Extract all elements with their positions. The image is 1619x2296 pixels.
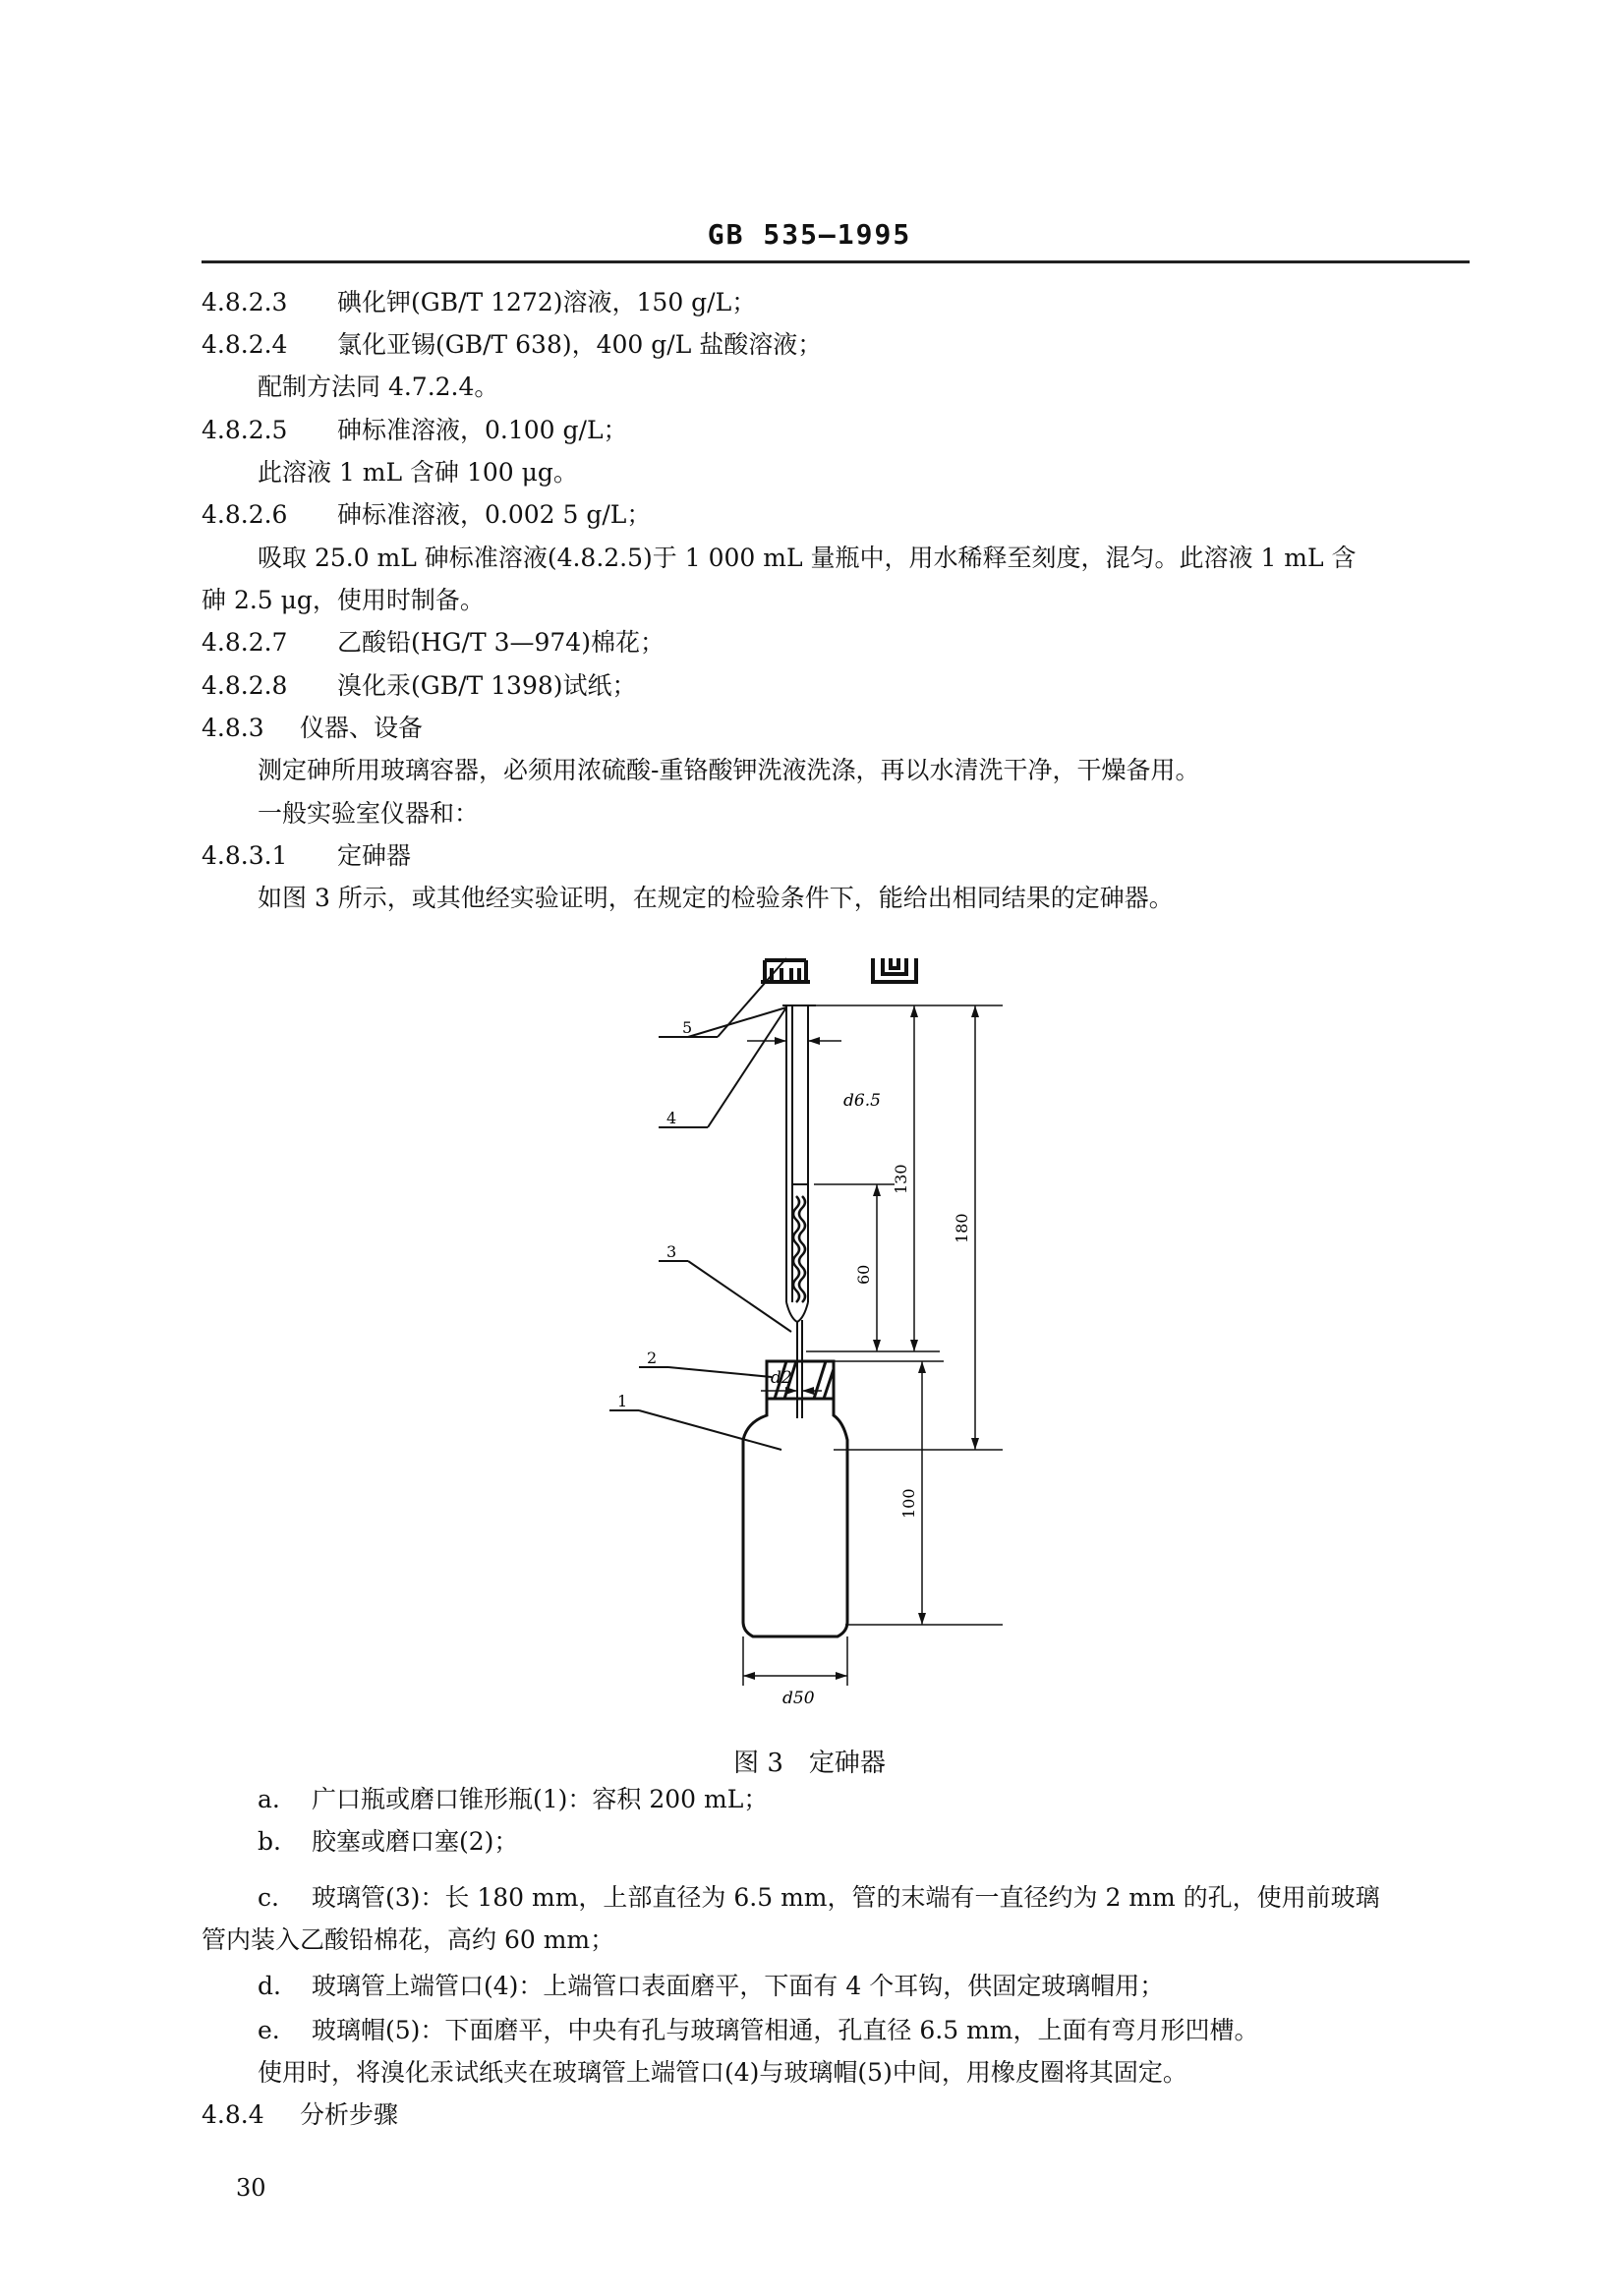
- list-item: [258, 1826, 518, 1858]
- clause-line: [202, 287, 756, 318]
- leader-line: [708, 1007, 786, 1127]
- clause-text: 氯化亚锡(GB/T 638)，400 g/L 盐酸溶液；: [337, 330, 823, 359]
- page-header: GB 535—1995: [707, 218, 912, 251]
- clause-text: 分析步骤: [300, 2100, 399, 2129]
- clause-line: [202, 670, 637, 702]
- part-label: 3: [666, 1242, 677, 1261]
- part-label: 1: [617, 1392, 628, 1410]
- leader-line: [688, 1261, 791, 1332]
- item-text: 广口瓶或磨口锥形瓶(1)：容积 200 mL；: [312, 1785, 769, 1813]
- item-letter: d.: [258, 1972, 281, 2000]
- clause-text: 定砷器: [337, 841, 412, 870]
- dimension-label: 130: [892, 1164, 910, 1194]
- dimension-label: d6.5: [843, 1091, 881, 1111]
- item-text: 玻璃帽(5)：下面磨平，中央有孔与玻璃管相通，孔直径 6.5 mm，上面有弯月形凹槽。: [312, 2016, 1259, 2044]
- leader-line: [639, 1410, 781, 1450]
- body-line: 配制方法同 4.7.2.4。: [258, 373, 499, 401]
- clause-line: [202, 329, 822, 361]
- clause-number: 4.8.2.3: [202, 288, 288, 316]
- clause-line: [202, 499, 651, 531]
- body-line: 管内装入乙酸铅棉花，高约 60 mm；: [202, 1925, 615, 1954]
- clause-text: 溴化汞(GB/T 1398)试纸；: [337, 671, 637, 700]
- body-line: 一般实验室仪器和：: [258, 799, 480, 828]
- item-text: 胶塞或磨口塞(2)；: [312, 1827, 519, 1856]
- clause-number: 4.8.2.6: [202, 500, 288, 529]
- clause-line: [202, 627, 665, 659]
- body-line: 使用时，将溴化汞试纸夹在玻璃管上端管口(4)与玻璃帽(5)中间，用橡皮圈将其固定。: [258, 2058, 1187, 2087]
- dimension-label: d2: [771, 1368, 792, 1388]
- item-letter: e.: [258, 2016, 280, 2044]
- list-item: [258, 1784, 768, 1815]
- dimension-label: d50: [782, 1689, 815, 1708]
- leader-line: [668, 1367, 772, 1377]
- dimension-label: 180: [953, 1213, 971, 1243]
- glass-tube: [782, 1005, 816, 1418]
- clause-text: 砷标准溶液，0.100 g/L；: [337, 416, 628, 444]
- clause-number: 4.8.3: [202, 714, 264, 742]
- part-label: 2: [647, 1349, 658, 1367]
- wide-mouth-bottle: [743, 1399, 847, 1636]
- body-line: 此溶液 1 mL 含砷 100 μg。: [258, 458, 578, 487]
- list-item: [258, 2015, 1258, 2046]
- body-line: 砷 2.5 μg，使用时制备。: [202, 586, 485, 614]
- list-item: [258, 1882, 1380, 1914]
- list-item: [258, 1971, 1164, 2002]
- clause-number: 4.8.3.1: [202, 841, 288, 870]
- item-text: 玻璃管上端管口(4)：上端管口表面磨平，下面有 4 个耳钩，供固定玻璃帽用；: [312, 1972, 1165, 2000]
- part-label: 5: [682, 1018, 693, 1037]
- body-line: 吸取 25.0 mL 砷标准溶液(4.8.2.5)于 1 000 mL 量瓶中，用水稀释至刻度，混匀。此溶液 1 mL 含: [258, 544, 1357, 572]
- clause-line: [202, 2099, 398, 2131]
- header-rule: [202, 260, 1470, 263]
- item-letter: a.: [258, 1785, 280, 1813]
- clause-number: 4.8.2.8: [202, 671, 288, 700]
- clause-line: [202, 840, 411, 872]
- dimension-label: 100: [899, 1488, 918, 1519]
- clause-line: [202, 713, 423, 744]
- body-line: 如图 3 所示，或其他经实验证明，在规定的检验条件下，能给出相同结果的定砷器。: [258, 884, 1174, 912]
- clause-number: 4.8.2.4: [202, 330, 288, 359]
- clause-text: 碘化钾(GB/T 1272)溶液，150 g/L；: [337, 288, 757, 316]
- figure-caption: 图 3 定砷器: [733, 1749, 886, 1778]
- dimension-label: 60: [854, 1264, 873, 1285]
- page-number: 30: [236, 2174, 266, 2202]
- cap-side-view-glyph: [873, 958, 916, 982]
- clause-number: 4.8.2.5: [202, 416, 288, 444]
- item-text: 玻璃管(3)：长 180 mm，上部直径为 6.5 mm，管的末端有一直径约为 2 mm 的孔，使用前玻璃: [312, 1883, 1380, 1912]
- clause-text: 乙酸铅(HG/T 3—974)棉花；: [337, 628, 665, 657]
- clause-text: 仪器、设备: [300, 714, 424, 742]
- clause-line: [202, 415, 628, 446]
- clause-text: 砷标准溶液，0.002 5 g/L；: [337, 500, 652, 529]
- body-line: 测定砷所用玻璃容器，必须用浓硫酸-重铬酸钾洗液洗涤，再以水清洗干净，干燥备用。: [258, 756, 1200, 784]
- item-letter: b.: [258, 1827, 281, 1856]
- clause-number: 4.8.4: [202, 2100, 264, 2129]
- leader-line: [659, 958, 786, 1037]
- item-letter: c.: [258, 1883, 279, 1912]
- part-label: 4: [666, 1109, 677, 1127]
- clause-number: 4.8.2.7: [202, 628, 288, 657]
- arsenic-apparatus-diagram: [609, 939, 1022, 1725]
